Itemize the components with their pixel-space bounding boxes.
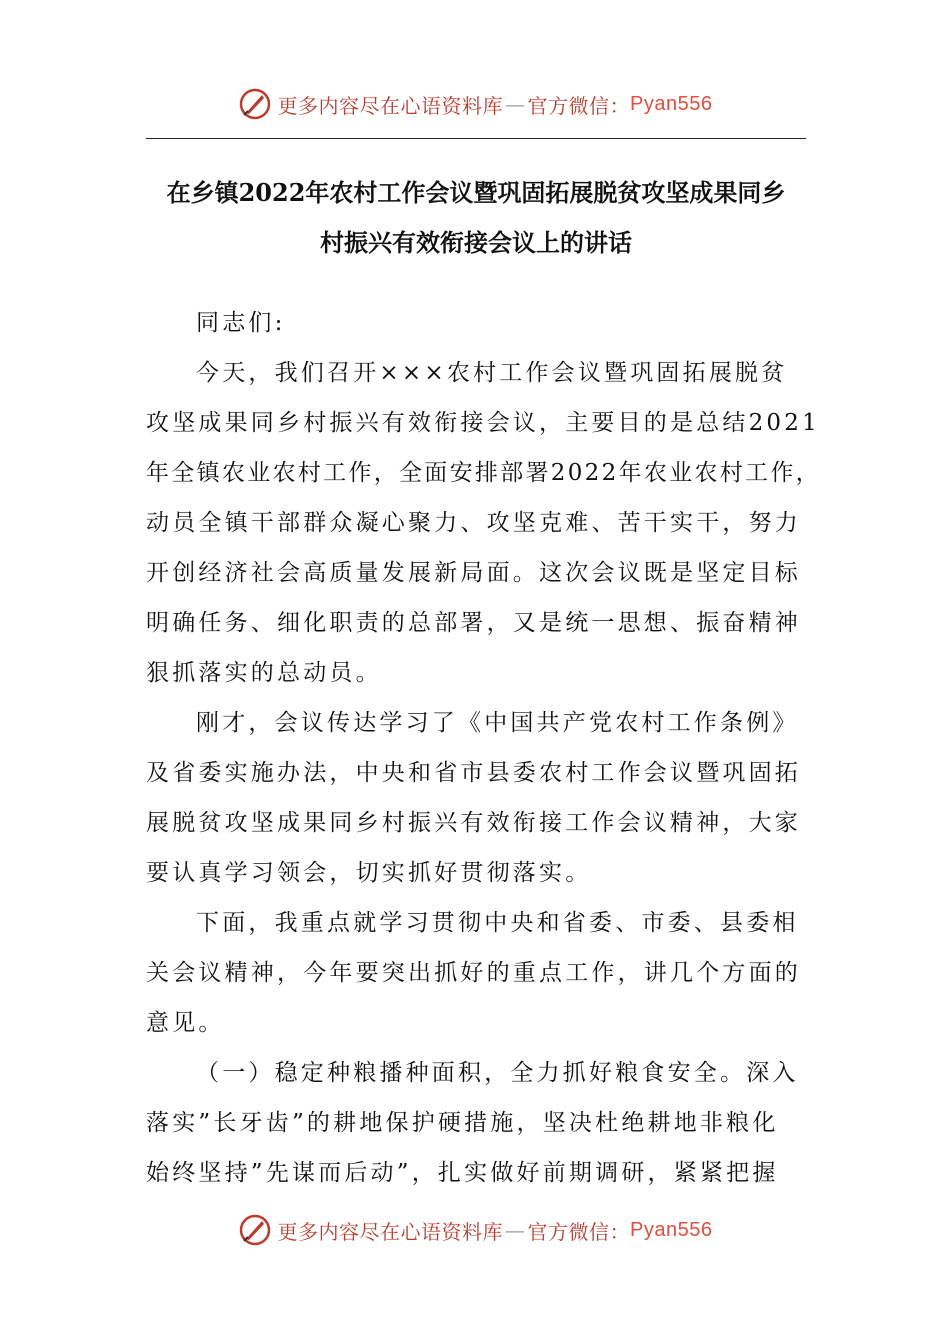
watermark-dash: — [505,92,526,116]
body-line: 开创经济社会高质量发展新局面。这次会议既是坚定目标 [146,560,801,586]
title-line-1: 在乡镇2022年农村工作会议暨巩固拓展脱贫攻坚成果同乡 [166,178,786,207]
watermark-contact-id: Pyan556 [630,1218,713,1241]
watermark-header [0,82,950,126]
quill-logo-icon [238,87,272,121]
body-line: （一）稳定种粮播种面积，全力抓好粮食安全。深入 [196,1060,799,1086]
quill-logo-icon [238,1213,272,1247]
title-line-2: 村振兴有效衔接会议上的讲话 [320,228,632,257]
body-line: 刚才，会议传达学习了《中国共产党农村工作条例》 [196,710,799,736]
watermark-footer [0,1208,950,1252]
body-line: 要认真学习领会，切实抓好贯彻落实。 [146,860,592,886]
watermark-contact-id: Pyan556 [630,92,713,115]
document-body [146,298,821,1198]
body-line: 落实”长牙齿”的耕地保护硬措施，坚决杜绝耕地非粮化 [146,1110,779,1136]
body-line: 今天，我们召开×××农村工作会议暨巩固拓展脱贫 [196,360,788,386]
watermark-site-text: 更多内容尽在心语资料库 [277,1219,504,1244]
body-line: 意见。 [146,1010,225,1036]
body-line: 同志们: [196,310,286,336]
body-line: 展脱贫攻坚成果同乡村振兴有效衔接工作会议精神，大家 [146,810,801,836]
watermark-contact-label: 官方微信： [527,1219,631,1244]
body-line: 年全镇农业农村工作，全面安排部署2022年农业农村工作， [146,460,821,486]
body-line: 攻坚成果同乡村振兴有效衔接会议，主要目的是总结2021 [146,410,820,436]
document-title [146,168,806,268]
watermark-site-text: 更多内容尽在心语资料库 [277,93,504,118]
body-line: 关会议精神，今年要突出抓好的重点工作，讲几个方面的 [146,960,801,986]
body-line: 及省委实施办法，中央和省市县委农村工作会议暨巩固拓 [146,760,801,786]
body-line: 动员全镇干部群众凝心聚力、攻坚克难、苦干实干，努力 [146,510,801,536]
header-divider [146,138,806,139]
watermark-contact-label: 官方微信： [527,93,631,118]
body-line: 下面，我重点就学习贯彻中央和省委、市委、县委相 [196,910,799,936]
body-line: 狠抓落实的总动员。 [146,660,382,686]
watermark-dash: — [505,1218,526,1242]
body-line: 始终坚持”先谋而后动”，扎实做好前期调研，紧紧把握 [146,1160,779,1186]
body-line: 明确任务、细化职责的总部署，又是统一思想、振奋精神 [146,610,801,636]
